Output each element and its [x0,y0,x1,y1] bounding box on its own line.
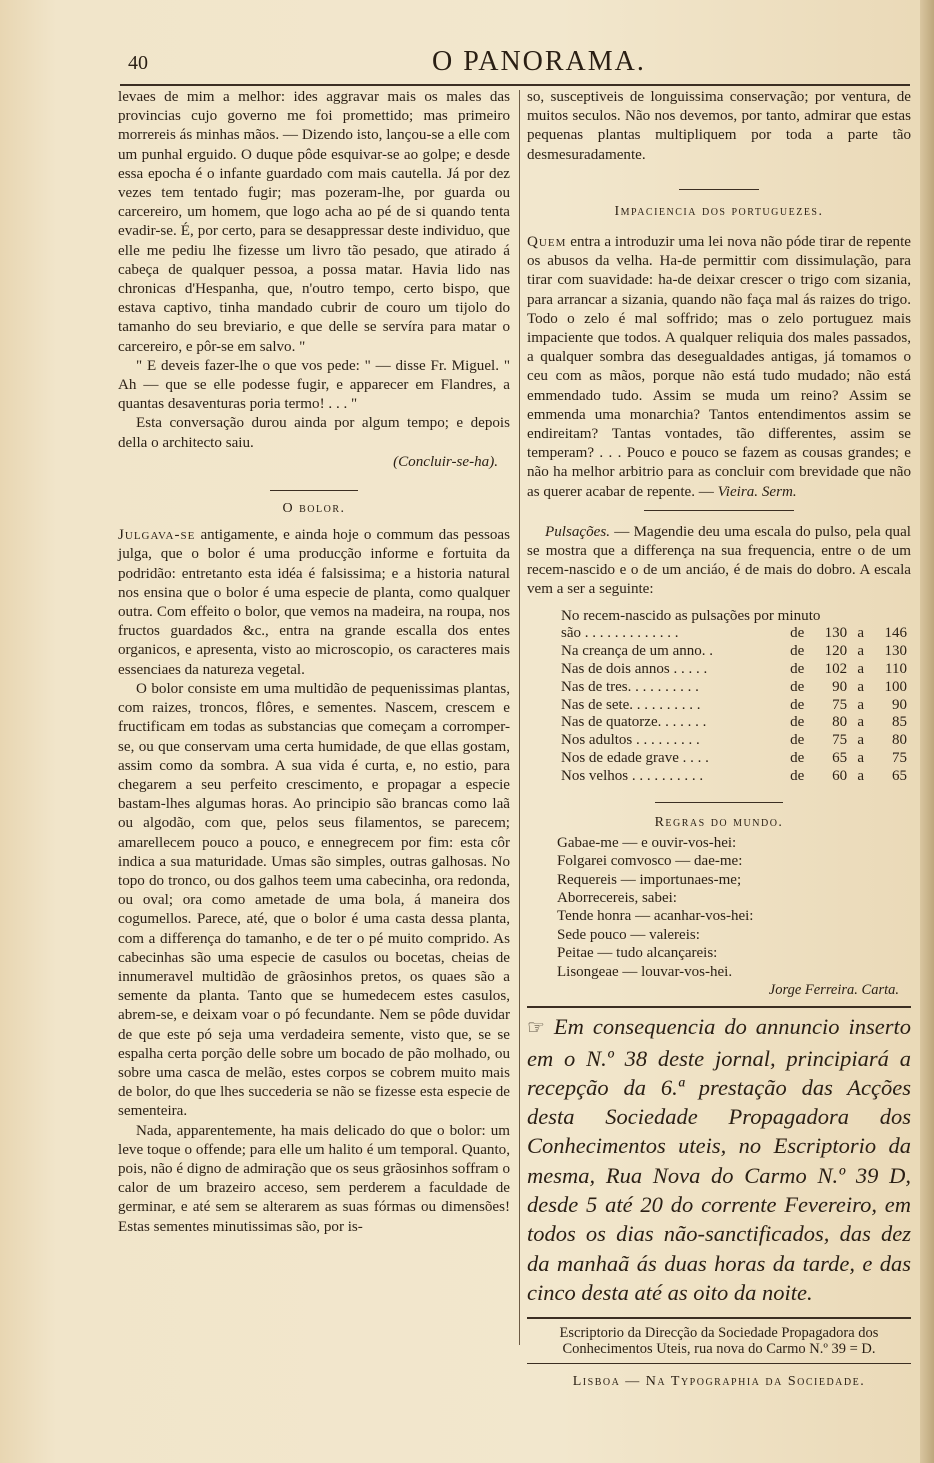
row-max: 110 [885,661,907,678]
verse-line: Sede pouco — valereis: [557,926,700,943]
imprint: Lisboa — Na Typographia da Sociedade. [572,1374,866,1390]
table-row [561,643,907,661]
lead-word: Quem [527,234,567,251]
row-max: 146 [884,625,907,642]
paragraph: " E deveis fazer-lhe o que vos pede: " — disse Fr. Miguel. " Ah — que se elle podesse fugir, e apparecer em Flandres, a quantas desaventuras poria termo! . . . " [118,357,510,413]
row-label: Nos velhos . . . . . . . . . . [561,767,704,784]
signature: Vieira. Serm. [717,483,797,500]
table-row [561,732,907,750]
section-rule [527,1006,911,1008]
paragraph: so, susceptiveis de longuissima conservação; por ventura, de muitos seculos. Não nos devemos, por tanto, admirar que estas pequenas plantas multipliquem por toda a parte tão desmesuradamente. [527,89,911,163]
masthead-title: O PANORAMA. [432,46,646,77]
row-label: Nas de dois annos . . . . . [561,661,708,678]
row-sep: a [857,643,864,660]
office-address: Escriptorio da Direcção da Sociedade Propagadora dos Conhecimentos Uteis, rua nova do Carmo N.º 39 = D. [559,1325,879,1358]
row-from-word: de [790,661,805,678]
row-label: Nos de edade grave . . . . [561,750,709,767]
row-max: 90 [892,696,907,713]
paragraph: Pulsações. — Magendie deu uma escala do pulso, pela qual se mostra que a differença na sua frequencia, entre o de um recem-nascido e o de um anciáo, é de mais do dobro. A escala vem a ser a seguinte: [527,523,911,598]
row-max: 75 [892,750,907,767]
row-sep: a [857,732,864,749]
column-divider [519,90,520,1345]
pointing-hand-icon: ☞ [527,1017,545,1040]
table-row [561,625,907,643]
lead-word: Pulsações. [545,523,610,540]
row-sep: a [857,750,864,767]
row-sep: a [857,767,864,784]
verse-line: Gabae-me — e ouvir-vos-hei: [557,834,737,851]
row-sep: a [857,678,864,695]
section-rule [527,1317,911,1319]
row-from-word: de [790,750,805,767]
verse-line: Folgarei comvosco — dae-me: [557,853,743,870]
row-max: 65 [892,767,907,784]
paragraph: Esta conversação durou ainda por algum tempo; e depois della o architecto saiu. [118,415,510,451]
row-label: Nas de tres. . . . . . . . . . [561,678,699,695]
section-heading: Impaciencia dos portuguezes. [614,203,824,219]
verse-line: Lisongeae — louvar-vos-hei. [557,963,733,980]
paragraph: O bolor consiste em uma multidão de pequenissimas plantas, com raizes, troncos, flôres, e sementes. Nascem, crescem e fructificam em todas as substancias que começam a corromper-se, ou que conservam uma certa humidade, de que ellas gostam, assim como da sombra. A sua vida é curta, e, no estio, para chegarem a seu perfeito crescimento, e propagar a especie bastam-lhes algumas horas. Ao principio são brancas como laã ou algodão, com que, pelos seus filamentos, se parecem; amarellecem pouco a pouco, e ennegrecem por fim: esta côr indica a sua maturidade. Umas são simples, outras galhosas. No topo do tronco, ou dos galhos teem uma cabecinha, ora redonda, ou oval; ora como ametade de uma bola, á maneira dos cogumellos. Parece, até, que o bolor é uma casta dessa planta, com a differença do tamanho, e de ter o pé muito comprido. As cabecinhas são uma especie de casulos ou bocetas, cheias de innumeravel multidão de grãosinhos pretos, os quaes são a semente da planta. Tanto que se humedecem estes casulos, abrem-se, e deixam voar o pó fecundante. Nem se pôde duvidar de que este pó seja uma verdadeira semente, visto que, se se espalha certa porção delle sobre um bocado de pão molhado, ou sobre uma casca de melão, estes corpos se cobrem muito mais de bolor, do que lhes succederia se não se fizesse esta especie de sementeira. [118,680,510,1120]
row-max: 85 [892,714,907,731]
row-min: 90 [832,678,848,695]
continuation-note: (Concluir-se-ha). [393,453,498,470]
section-heading: O bolor. [282,501,346,517]
verse-block [527,834,911,981]
row-max: 80 [892,732,907,749]
row-label: Nas de sete. . . . . . . . . . [561,696,701,713]
row-from-word: de [790,643,805,660]
row-sep: a [857,696,864,713]
notice: ☞ Em consequencia do annuncio inserto em o N.º 38 deste jornal, principiará a recepção da 6.ª prestação das Acções desta Sociedade Propagadora dos Conhecimentos uteis, no Escriptorio da mesma, Rua Nova do Carmo N.º 39 D, desde 5 até 20 do corrente Fevereiro, em todos os dias não-sanctificados, das dez da manhaã ás duas horas da tarde, e das cinco desta até as oito da noite. [527,1014,912,1305]
row-min: 130 [824,625,848,642]
paragraph: Quem entra a introduzir uma lei nova não póde tirar de repente os abusos da velha. Ha-de permittir com dissimulação, para tirar com suavidade: ha-de deixar crescer o trigo com sizania, para arrancar a sizania, quando não faça mal ás raizes do trigo. Todo o zelo é mal soffrido; mas o zelo portuguez mais impaciente que todos. A qualquer reliquia dos males passados, a qualquer sombra das desegualdades antigas, já tomamos o ceu com as mãos, porque não está tudo mudado; não está emmendado tudo. Assim se muda um reino? Assim se emmenda uma monarchia? Tantos entendimentos assim se endireitam? Tantas vontades, tão differentes, assim se temperam? . . . Pouco e pouco se fazem as cousas grandes; e não ha melhor arbitrio para as concluir com brevidade que não as querer acabar de repente. — Vieira. Serm. [527,234,911,500]
row-label: são . . . . . . . . . . . . . [561,625,679,642]
page-header [120,44,910,84]
table-row [561,714,907,732]
row-max: 130 [884,643,907,660]
header-rule [120,84,910,86]
table-row [561,768,907,786]
verse-line: Tende honra — acanhar-vos-hei: [557,908,754,925]
pulse-table [561,625,907,785]
row-min: 102 [824,661,848,678]
paragraph: Nada, apparentemente, ha mais delicado do que o bolor: um leve toque o offende; para elle um halito é um temporal. Quanto, pois, não é digno de admiração que os seus grãosinhos soffram o calor de um brazeiro acceso, sem perderem a faculdade de germinar, e até sem se alterarem as suas fórmas ou dimensões! Estas sementes minutissimas são, por is- [118,1122,510,1235]
left-column [118,88,510,1237]
row-from-word: de [790,696,805,713]
row-from-word: de [790,678,805,695]
verse-line: Requereis — importunaes-me; [557,871,742,888]
table-row [561,697,907,715]
row-min: 65 [832,750,848,767]
row-sep: a [857,625,864,642]
row-from-word: de [790,714,805,731]
page-number: 40 [128,52,148,74]
lead-word: Julgava-se [118,527,196,544]
row-from-word: de [790,732,805,749]
row-min: 75 [832,696,848,713]
table-row [561,661,907,679]
row-sep: a [857,661,864,678]
row-from-word: de [790,767,805,784]
paragraph: levaes de mim a melhor: ides aggravar mais os males das provincias cujo governo me foi promettido; mas primeiro morrereis ás minhas mãos. — Dizendo isto, lançou-se a elle com um punhal erguido. O duque pôde esquivar-se ao golpe; e desde essa epocha é o infante guardado com mais cautella. Já por dez vezes tem tentado fugir; mas pozeram-lhe, por guarda ou carcereiro, um homem, que logo acha ao pé de si quando tenta evadir-se. É, por certo, para se desappressar deste individuo, que elle me pediu lhe fizesse um livro tão pesado, que atirado á cabeça de qualquer pessoa, a possa matar. Havia lido nas chronicas d'Hespanha, que, n'outro tempo, certo bispo, que estava captivo, tinha mandado cubrir de couro um tijolo do tamanho do seu breviario, e que delle se servíra para matar o carcereiro, e pôr-se em salvo. " [118,89,510,355]
table-row [561,679,907,697]
row-min: 75 [832,732,848,749]
row-from-word: de [790,625,805,642]
section-rule [679,189,759,190]
row-label: Nos adultos . . . . . . . . . [561,732,700,749]
right-column [527,88,911,1391]
section-rule [270,490,358,491]
row-min: 120 [824,643,848,660]
table-row [561,750,907,768]
row-max: 100 [884,678,907,695]
row-sep: a [857,714,864,731]
section-rule [644,510,794,511]
verse-line: Peitae — tudo alcançareis: [557,945,718,962]
page-spine [920,0,934,1463]
verse-line: Aborrecereis, sabei: [557,890,677,907]
section-rule [655,802,783,803]
paragraph: Julgava-se antigamente, e ainda hoje o commum das pessoas julga, que o bolor é uma producção informe e fortuita da podridão: entretanto esta idéa é falsissima; e a historia natural nos ensina que o bolor é uma especie de planta, como qualquer outra. Com effeito o bolor, que vemos na madeira, na roupa, nos fructos guardados &c., entra na grande escalla dos entes organicos, e apresenta, visto ao microscopio, os caracteres mais essenciaes da natureza vegetal. [118,527,510,678]
section-heading: Regras do mundo. [654,814,784,830]
table-caption: No recem-nascido as pulsações por minuto [561,607,821,624]
row-min: 80 [832,714,848,731]
row-min: 60 [832,767,848,784]
section-rule [527,1363,911,1364]
signature: Jorge Ferreira. Carta. [768,982,899,999]
row-label: Nas de quatorze. . . . . . . [561,714,707,731]
row-label: Na creança de um anno. . [561,643,714,660]
